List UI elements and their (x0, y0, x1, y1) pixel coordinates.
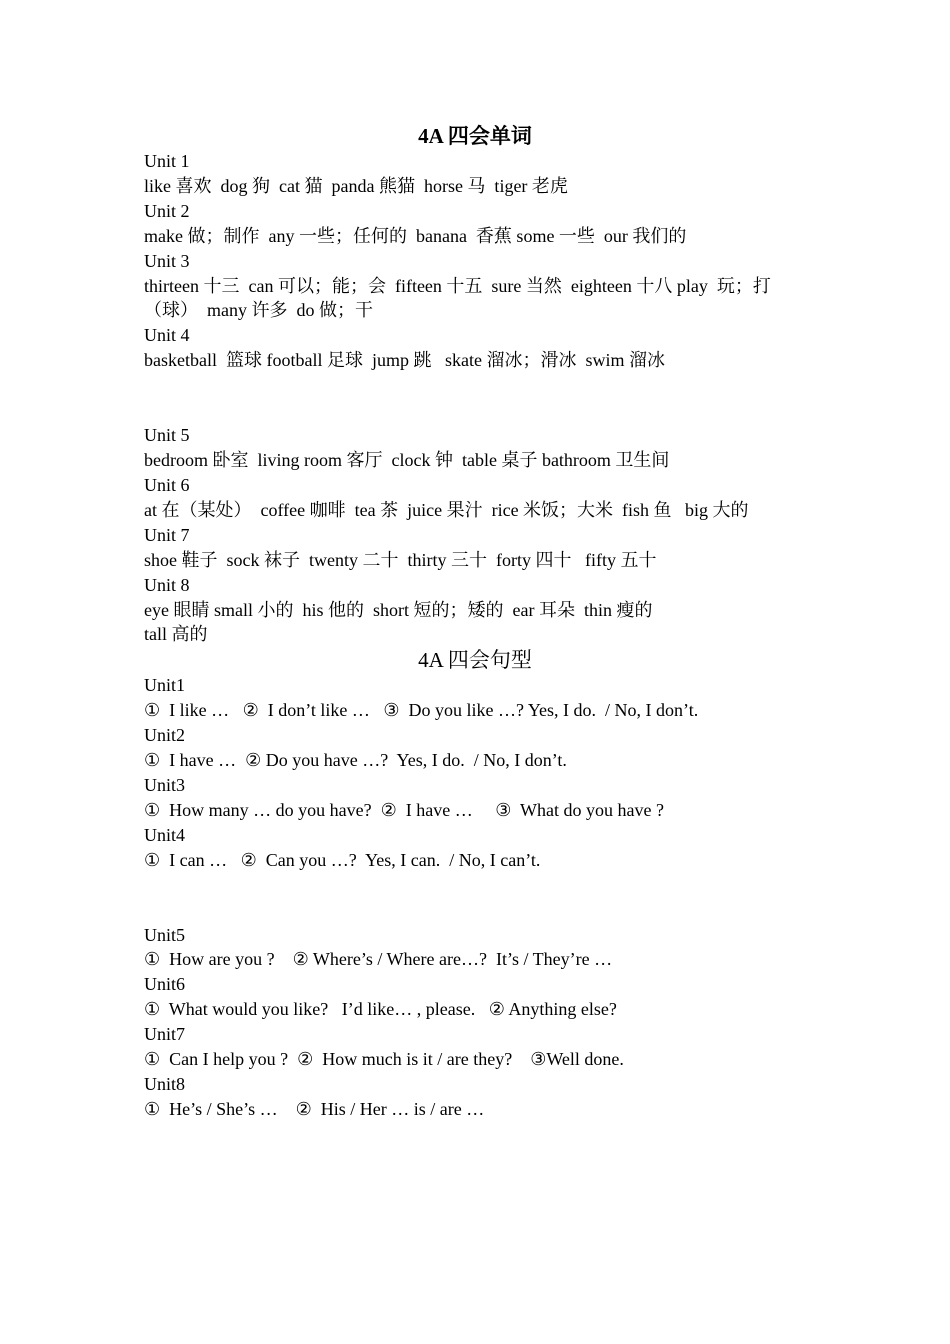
unit-heading: Unit1 (144, 675, 186, 696)
sentences-unit-4 (144, 823, 814, 873)
spacer (144, 373, 814, 423)
unit-heading: Unit 2 (144, 200, 190, 221)
unit-heading: Unit4 (144, 824, 186, 845)
words-unit-4 (144, 323, 814, 373)
sentence-line: ① He’s / She’s … ② His / Her … is / are … (144, 1098, 485, 1119)
unit-heading: Unit2 (144, 725, 186, 746)
sentence-line: ① I have … ② Do you have …? Yes, I do. / No, I don’t. (144, 750, 567, 771)
unit-heading: Unit8 (144, 1074, 186, 1094)
vocab-line: （球） many 许多 do 做；干 (144, 300, 373, 321)
unit-heading: Unit3 (144, 774, 186, 795)
unit-heading: Unit 5 (144, 425, 190, 446)
sentence-line: ① How are you ? ② Where’s / Where are…? It’s / They’re … (144, 949, 613, 970)
words-title: 4A 四会单词 (418, 124, 532, 148)
unit-heading: Unit6 (144, 974, 186, 995)
sentences-unit-8 (144, 1072, 814, 1122)
vocab-line: tall 高的 (144, 624, 208, 645)
sentences-unit-5 (144, 923, 814, 973)
unit-heading: Unit 1 (144, 151, 190, 171)
sentences-unit-3 (144, 773, 814, 823)
vocab-line: shoe 鞋子 sock 袜子 twenty 二十 thirty 三十 forty 四十 fifty 五十 (144, 549, 657, 570)
sentence-line: ① How many … do you have? ② I have … ③ What do you have ? (144, 799, 664, 820)
sentences-unit-2 (144, 723, 814, 773)
unit-heading: Unit 7 (144, 524, 190, 545)
sentences-unit-1 (144, 673, 814, 723)
unit-heading: Unit 8 (144, 574, 190, 595)
vocab-line: like 喜欢 dog 狗 cat 猫 panda 熊猫 horse 马 tiger 老虎 (144, 175, 568, 196)
sentences-title: 4A 四会句型 (418, 648, 532, 673)
sentence-line: ① I like … ② I don’t like … ③ Do you like …? Yes, I do. / No, I don’t. (144, 700, 699, 721)
words-unit-6 (144, 473, 814, 523)
vocab-line: basketball 篮球 football 足球 jump 跳 skate 溜冰；滑冰 swim 溜冰 (144, 350, 665, 371)
sentence-line: ① Can I help you ? ② How much is it / are they? ③Well done. (144, 1049, 624, 1070)
words-unit-2 (144, 199, 814, 249)
sentences-unit-7 (144, 1022, 814, 1072)
sentences-unit-6 (144, 972, 814, 1022)
document-content (144, 123, 814, 1122)
words-unit-3 (144, 249, 814, 324)
spacer (144, 873, 814, 923)
words-unit-5 (144, 423, 814, 473)
vocab-line: eye 眼睛 small 小的 his 他的 short 短的；矮的 ear 耳朵 thin 瘦的 (144, 599, 653, 620)
sentence-line: ① What would you like? I’d like… , please. ② Anything else? (144, 999, 617, 1020)
words-unit-7 (144, 523, 814, 573)
vocab-line: make 做；制作 any 一些；任何的 banana 香蕉 some 一些 our 我们的 (144, 225, 687, 246)
unit-heading: Unit 6 (144, 474, 190, 495)
vocab-line: at 在（某处） coffee 咖啡 tea 茶 juice 果汁 rice 米饭；大米 fish 鱼 big 大的 (144, 499, 749, 520)
words-unit-1 (144, 149, 814, 199)
vocab-line: bedroom 卧室 living room 客厅 clock 钟 table 桌子 bathroom 卫生间 (144, 450, 670, 471)
words-unit-8 (144, 573, 814, 648)
unit-heading: Unit 4 (144, 325, 190, 346)
unit-heading: Unit 3 (144, 250, 190, 271)
vocab-line: thirteen 十三 can 可以；能；会 fifteen 十五 sure 当然 eighteen 十八 play 玩；打 (144, 275, 771, 296)
sentence-line: ① I can … ② Can you …? Yes, I can. / No, I can’t. (144, 849, 541, 870)
unit-heading: Unit5 (144, 924, 186, 945)
unit-heading: Unit7 (144, 1024, 186, 1045)
